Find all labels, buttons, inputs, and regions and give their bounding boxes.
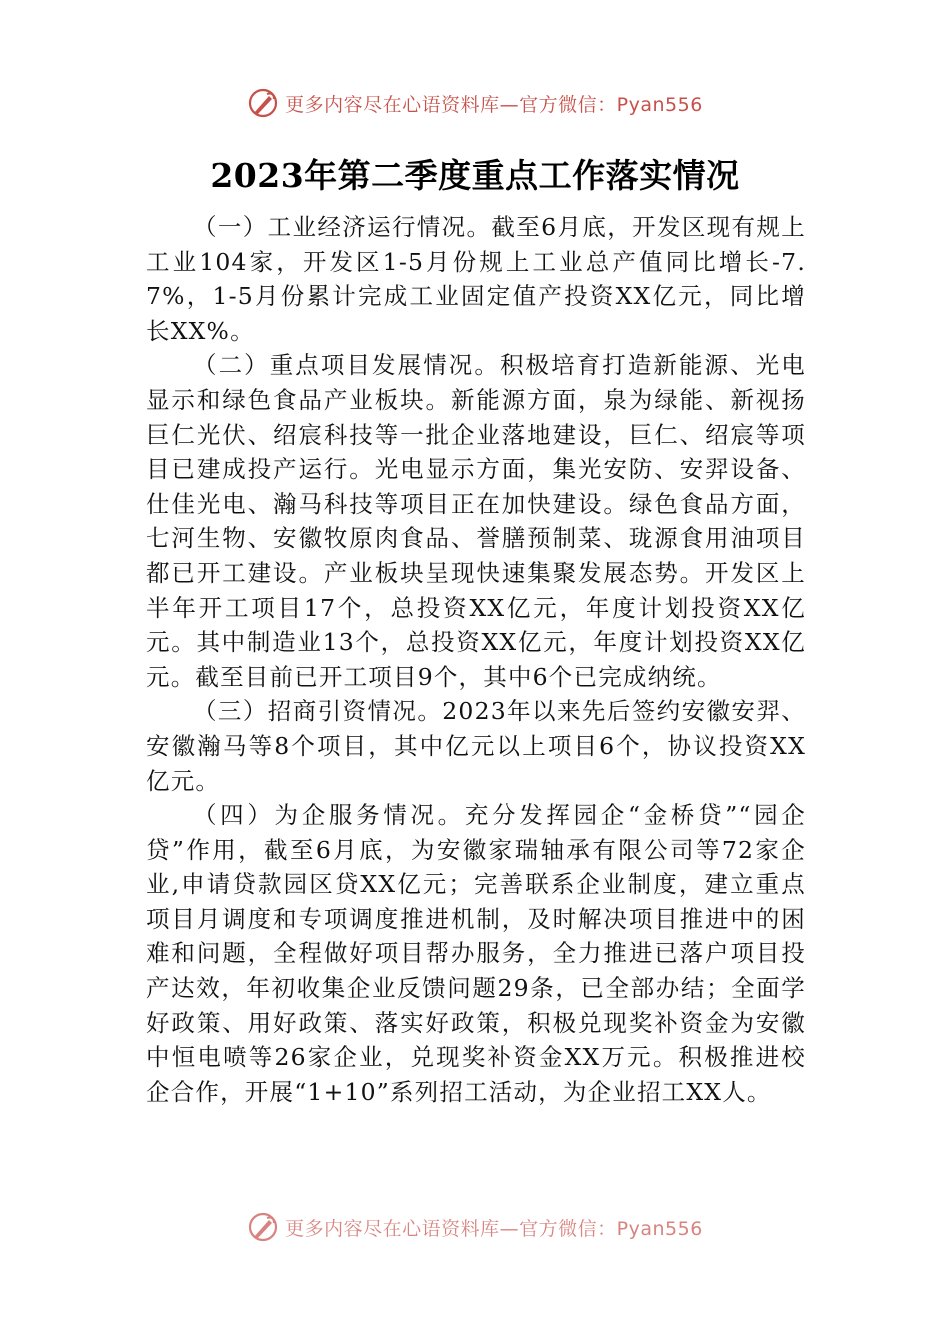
pen-logo-icon [247,87,279,119]
footer-watermark [0,1210,950,1244]
paragraph-heading: （四）为企服务情况。 [193,801,465,830]
watermark-text: 更多内容尽在心语资料库—官方微信：Pyan556 [285,1217,703,1240]
paragraph-text: 2023年以来先后签约安徽安羿、安徽瀚马等8个项目，其中亿元以上项目6个，协议投资XX亿元。 [146,697,806,795]
paragraph-enterprise-services [146,798,806,1109]
document-title: 2023年第二季度重点工作落实情况 [210,156,740,195]
header-watermark [0,86,950,120]
paragraph-text: 充分发挥园企“金桥贷”“园企贷”作用，截至6月底，为安徽家瑞轴承有限公司等72家企业,申请贷款园区贷XX亿元；完善联系企业制度，建立重点项目月调度和专项调度推进机制，及时解决项目推进中的困难和问题，全程做好项目帮办服务，全力推进已落户项目投产达效，年初收集企业反馈问题29条，已全部办结；全面学好政策、用好政策、落实好政策，积极兑现奖补资金为安徽中恒电喷等26家企业，兑现奖补资金XX万元。积极推进校企合作，开展“1+10”系列招工活动，为企业招工XX人。 [146,801,806,1106]
watermark-text: 更多内容尽在心语资料库—官方微信：Pyan556 [285,93,703,116]
document-body [146,210,806,1109]
paragraph-heading: （二）重点项目发展情况。 [193,351,500,380]
paragraph-key-projects [146,348,806,694]
paragraph-text: 截至6月底，开发区现有规上工业104家，开发区1-5月份规上工业总产值同比增长-7.7%，1-5月份累计完成工业固定值产投资XX亿元，同比增长XX%。 [146,213,806,345]
paragraph-text: 积极培育打造新能源、光电显示和绿色食品产业板块。新能源方面，泉为绿能、新视扬巨仁光伏、绍宸科技等一批企业落地建设，巨仁、绍宸等项目已建成投产运行。光电显示方面，集光安防、安羿设备、仕佳光电、瀚马科技等项目正在加快建设。绿色食品方面，七河生物、安徽牧原肉食品、誉膳预制菜、珑源食用油项目都已开工建设。产业板块呈现快速集聚发展态势。开发区上半年开工项目17个，总投资XX亿元，年度计划投资XX亿元。其中制造业13个，总投资XX亿元，年度计划投资XX亿元。截至目前已开工项目9个，其中6个已完成纳统。 [146,351,806,691]
paragraph-heading: （一）工业经济运行情况。 [193,213,492,241]
paragraph-investment-attraction [146,694,806,798]
paragraph-industrial-economy [146,210,806,348]
pen-logo-icon [247,1211,279,1243]
paragraph-heading: （三）招商引资情况。 [193,697,443,726]
